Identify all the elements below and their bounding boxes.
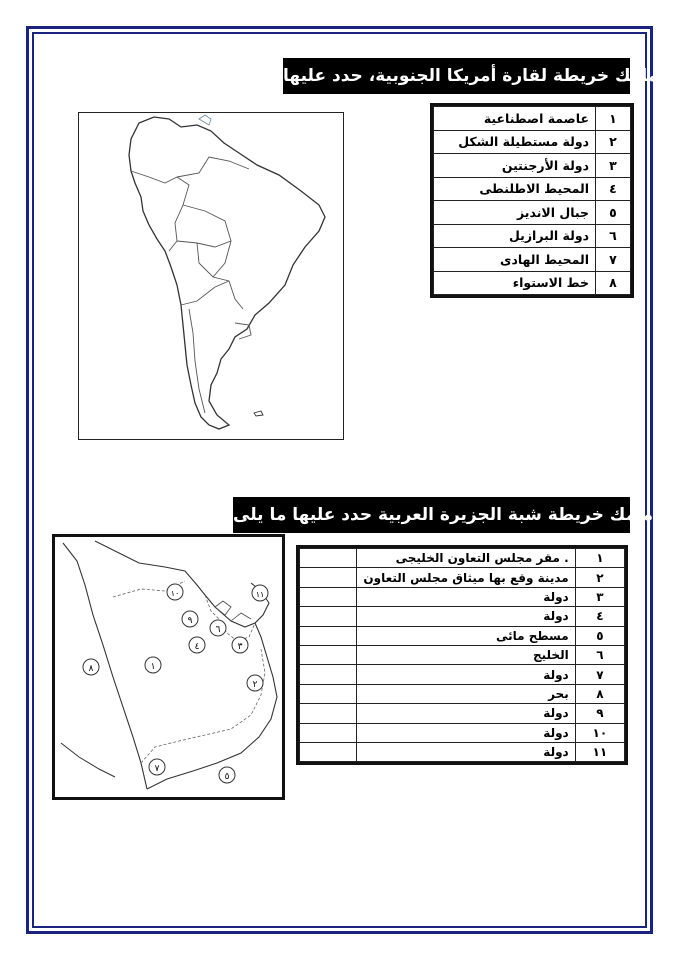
row-label: مدينة وقع بها ميثاق مجلس التعاون: [357, 568, 575, 587]
map-marker-label: ٦: [215, 625, 221, 635]
answer-cell[interactable]: [300, 684, 357, 703]
row-label: دولة البرازيل: [434, 224, 596, 248]
row-number: ٦: [596, 224, 631, 248]
row-number: ٤: [596, 177, 631, 201]
table-row: [300, 607, 625, 626]
table-row: [300, 645, 625, 664]
section1-table: [433, 106, 631, 295]
table-row: [300, 742, 625, 761]
answer-cell[interactable]: [300, 607, 357, 626]
map-marker-label: ٨: [88, 664, 94, 674]
row-number: ٧: [596, 248, 631, 272]
row-label: المحيط الاطلنطى: [434, 177, 596, 201]
row-label: عاصمة اصطناعية: [434, 107, 596, 131]
answer-cell[interactable]: [300, 626, 357, 645]
row-label: خط الاستواء: [434, 271, 596, 295]
row-number: ٣: [596, 154, 631, 178]
row-label: المحيط الهادى: [434, 248, 596, 272]
section2-title: أمامك خريطة شبة الجزيرة العربية حدد عليها ما يلى: [233, 505, 659, 525]
row-label: دولة الأرجنتين: [434, 154, 596, 178]
row-label: الخليج: [357, 645, 575, 664]
arabian-peninsula-outline: [55, 537, 282, 797]
map-marker-4: [189, 637, 205, 653]
row-number: ١: [596, 107, 631, 131]
south-america-map: [78, 112, 344, 440]
section2-title-bar: [233, 497, 659, 533]
row-number: ١٠: [575, 723, 624, 742]
section1-title: أمامك خريطة لقارة أمريكا الجنوبية، حدد عليها: [283, 66, 665, 86]
map-marker-10: [167, 584, 183, 600]
map-marker-label: ٥: [224, 772, 230, 782]
table-row: [300, 626, 625, 645]
table-row: [300, 665, 625, 684]
row-label: دولة: [357, 587, 575, 606]
row-label: دولة: [357, 607, 575, 626]
row-label: دولة: [357, 704, 575, 723]
map-marker-8: [83, 659, 99, 675]
map-marker-label: ١: [150, 662, 156, 672]
answer-cell[interactable]: [300, 549, 357, 568]
row-number: ٥: [596, 201, 631, 225]
table-row: [300, 723, 625, 742]
table-row: [434, 248, 631, 272]
map-marker-label: ١٠: [170, 589, 180, 598]
map-marker-label: ٣: [237, 642, 243, 652]
map-marker-label: ٢: [252, 680, 258, 690]
answer-cell[interactable]: [300, 704, 357, 723]
row-number: ١١: [575, 742, 624, 761]
map-marker-label: ٤: [194, 642, 200, 652]
map-marker-label: ١١: [255, 590, 265, 599]
answer-cell[interactable]: [300, 587, 357, 606]
answer-cell[interactable]: [300, 723, 357, 742]
table-row: [434, 177, 631, 201]
row-number: ٥: [575, 626, 624, 645]
map-marker-3: [232, 637, 248, 653]
table-row: [434, 107, 631, 131]
south-america-outline: [79, 113, 342, 438]
table-row: [300, 568, 625, 587]
map-marker-6: [210, 620, 226, 636]
table-row: [300, 684, 625, 703]
table-row: [434, 130, 631, 154]
map-marker-7: [149, 759, 165, 775]
table-row: [300, 587, 625, 606]
row-label: جبال الانديز: [434, 201, 596, 225]
map-marker-1: [145, 657, 161, 673]
row-number: ٧: [575, 665, 624, 684]
row-label: . مقر مجلس التعاون الخليجى: [357, 549, 575, 568]
row-number: ٣: [575, 587, 624, 606]
answer-cell[interactable]: [300, 665, 357, 684]
row-number: ٩: [575, 704, 624, 723]
row-label: بحر: [357, 684, 575, 703]
section1-title-bar: [283, 58, 665, 94]
row-number: ١: [575, 549, 624, 568]
map-marker-label: ٩: [187, 616, 193, 626]
row-number: ٨: [596, 271, 631, 295]
answer-cell[interactable]: [300, 568, 357, 587]
row-label: مسطح مائى: [357, 626, 575, 645]
section2-table: [299, 548, 625, 762]
answer-cell[interactable]: [300, 645, 357, 664]
map-marker-9: [182, 611, 198, 627]
table-row: [434, 271, 631, 295]
row-number: ٨: [575, 684, 624, 703]
row-number: ٢: [575, 568, 624, 587]
table-row: [434, 224, 631, 248]
map-marker-5: [219, 767, 235, 783]
answer-cell[interactable]: [300, 742, 357, 761]
row-label: دولة مستطيلة الشكل: [434, 130, 596, 154]
row-number: ٦: [575, 645, 624, 664]
row-label: دولة: [357, 665, 575, 684]
table-row: [300, 549, 625, 568]
row-number: ٤: [575, 607, 624, 626]
map-marker-11: [252, 585, 268, 601]
table-row: [300, 704, 625, 723]
map-marker-2: [247, 675, 263, 691]
row-label: دولة: [357, 742, 575, 761]
row-number: ٢: [596, 130, 631, 154]
map-marker-label: ٧: [154, 764, 160, 774]
row-label: دولة: [357, 723, 575, 742]
arabian-peninsula-map: [52, 534, 285, 800]
table-row: [434, 154, 631, 178]
table-row: [434, 201, 631, 225]
